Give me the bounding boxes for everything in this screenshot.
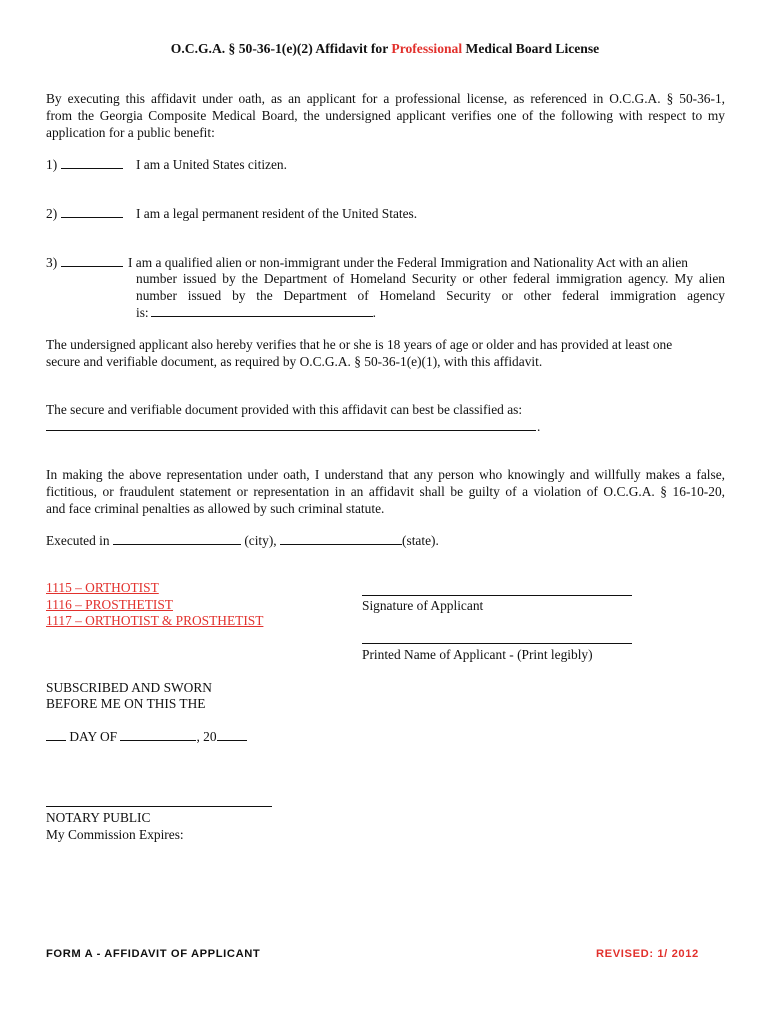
option-1-text: I am a United States citizen. <box>136 157 287 172</box>
day-blank[interactable] <box>46 728 66 741</box>
signature-label: Signature of Applicant <box>362 598 484 613</box>
intro-line: application for a public benefit: <box>46 125 215 140</box>
title-suffix: Medical Board License <box>462 41 600 56</box>
option-2-text: I am a legal permanent resident of the United States. <box>136 206 418 221</box>
title-prefix: O.C.G.A. § 50-36-1(e)(2) Affidavit for <box>170 41 392 56</box>
option-3-line: number issued by the Department of Homeland Security or other federal immigration agency <box>136 288 725 303</box>
month-blank[interactable] <box>120 728 196 741</box>
option-2-check-blank[interactable] <box>61 205 123 218</box>
age-line: The undersigned applicant also hereby verifies that he or she is 18 years of age or older and has provided at least one <box>46 337 673 352</box>
option-3-check-blank[interactable] <box>61 254 123 267</box>
day-line <box>46 728 247 745</box>
notary-title: NOTARY PUBLIC <box>46 810 151 825</box>
intro-line: By executing this affidavit under oath, as an applicant for a professional license, as referenced in O.C.G.A. § 50-36-1, <box>46 91 725 106</box>
option-3-line-alien-number: is: . <box>136 305 377 320</box>
option-3-text: I am a qualified alien or non-immigrant under the Federal Immigration and Nationality Act with an alien <box>128 255 689 270</box>
alien-number-blank[interactable] <box>151 304 373 317</box>
option-1 <box>46 156 123 173</box>
document-blank[interactable] <box>46 430 536 431</box>
option-number: 1) <box>46 157 58 172</box>
commission-label: My Commission Expires: <box>46 827 184 842</box>
oath-line: and face criminal penalties as allowed by such criminal statute. <box>46 501 385 516</box>
age-line: secure and verifiable document, as required by O.C.G.A. § 50-36-1(e)(1), with this affidavit. <box>46 354 543 369</box>
printed-name-blank[interactable] <box>362 643 632 644</box>
year-blank[interactable] <box>217 728 247 741</box>
option-3-continuation <box>136 270 725 321</box>
code-orthotist-prosthetist[interactable]: 1117 – ORTHOTIST & PROSTHETIST <box>46 613 264 628</box>
signature-blank[interactable] <box>362 595 632 596</box>
sworn-line: BEFORE ME ON THIS THE <box>46 696 206 711</box>
document-title <box>0 41 770 57</box>
executed-line <box>46 532 439 549</box>
document-period: . <box>537 419 541 434</box>
option-1-check-blank[interactable] <box>61 156 123 169</box>
intro-line: from the Georgia Composite Medical Board, the undersigned applicant verifies one of the following with respect to my <box>46 108 725 123</box>
code-orthotist[interactable]: 1115 – ORTHOTIST <box>46 580 159 595</box>
executed-label: Executed in <box>46 533 110 548</box>
option-2 <box>46 205 123 222</box>
revised-label: REVISED: 1/ 2012 <box>596 948 699 960</box>
option-number: 3) <box>46 255 58 270</box>
oath-line: fictitious, or fraudulent statement or representation in an affidavit shall be guilty of a violation of O.C.G.A. § 16-10-20, <box>46 484 725 499</box>
state-label: (state). <box>402 533 439 548</box>
document-label: The secure and verifiable document provided with this affidavit can best be classified as: <box>46 402 523 417</box>
day-of-label: DAY OF <box>69 729 118 744</box>
year-label: , 20 <box>196 729 217 744</box>
oath-paragraph <box>46 466 725 517</box>
form-label: FORM A - AFFIDAVIT OF APPLICANT <box>46 948 261 960</box>
code-prosthetist[interactable]: 1116 – PROSTHETIST <box>46 597 173 612</box>
printed-name-label: Printed Name of Applicant - (Print legibly) <box>362 647 593 662</box>
state-blank[interactable] <box>280 532 402 545</box>
option-number: 2) <box>46 206 58 221</box>
alien-number-label: is: <box>136 305 149 320</box>
title-highlight: Professional <box>391 41 463 56</box>
city-blank[interactable] <box>113 532 241 545</box>
city-label: (city), <box>244 533 277 548</box>
notary-signature-blank[interactable] <box>46 806 272 807</box>
option-3-line: number issued by the Department of Homeland Security or other federal immigration agency. My alien <box>136 271 725 286</box>
oath-line: In making the above representation under oath, I understand that any person who knowingly and willfully makes a false, <box>46 467 725 482</box>
age-paragraph <box>46 336 725 370</box>
intro-paragraph <box>46 90 725 141</box>
sworn-line: SUBSCRIBED AND SWORN <box>46 680 212 695</box>
option-3 <box>46 254 123 271</box>
